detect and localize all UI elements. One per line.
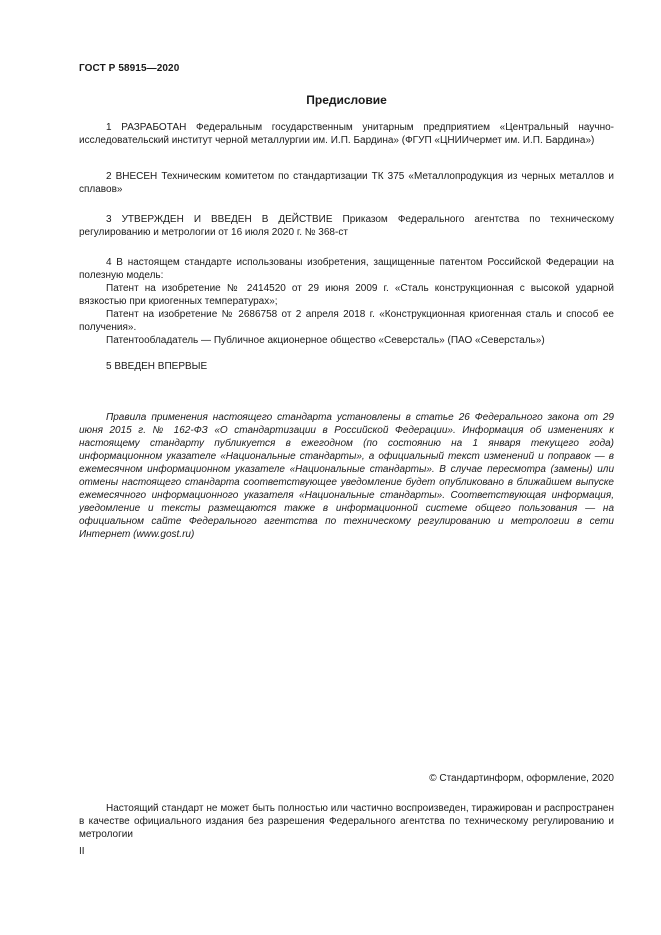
- patent-holder-text: Патентообладатель — Публичное акционерное общество «Северсталь» (ПАО «Северсталь»): [106, 335, 545, 346]
- item-introduced: [79, 170, 614, 196]
- item-developed: [79, 121, 614, 147]
- reproduction-text: Настоящий стандарт не может быть полностью или частично воспроизведен, тиражирован и распространен в качестве официального издания без разрешения Федерального агентства по техническому регулированию и метрологии: [79, 803, 614, 840]
- item-first-introduced: [79, 360, 614, 373]
- page-title: Предисловие: [306, 93, 387, 107]
- notice-text: Правила применения настоящего стандарта установлены в статье 26 Федерального закона от 29 июня 2015 г. № 162-ФЗ «О стандартизации в Российской Федерации». Информация об изменениях к настоящему стандарту публикуется в ежегодном (по состоянию на 1 января текущего года) информационном указателе «Национальные стандарты», а официальный текст изменений и поправок — в ежемесячном информационном указателе «Национальные стандарты». В случае пересмотра (замены) или отмены настоящего стандарта соответствующее уведомление будет опубликовано в ближайшем выпуске ежемесячного информационного указателя «Национальные стандарты». Соответствующая информация, уведомление и тексты размещаются также в информационной системе общего пользования — на официальном сайте Федерального агентства по техническому регулированию и метрологии в сети Интернет (www.gost.ru): [79, 412, 614, 540]
- patent-1-text: Патент на изобретение № 2414520 от 29 июня 2009 г. «Сталь конструкционная с высокой ударной вязкостью при криогенных температурах»;: [79, 283, 614, 307]
- reproduction-notice: [79, 802, 614, 841]
- item-3-text: 3 УТВЕРЖДЕН И ВВЕДЕН В ДЕЙСТВИЕ Приказом Федерального агентства по техническому регулированию и метрологии от 16 июля 2020 г. № 368-ст: [79, 214, 614, 238]
- item-1-text: 1 РАЗРАБОТАН Федеральным государственным унитарным предприятием «Центральный научно-исследовательский институт черной металлургии им. И.П. Бардина» (ФГУП «ЦНИИчермет им. И.П. Бардина»): [79, 122, 614, 146]
- item-4-text: 4 В настоящем стандарте использованы изобретения, защищенные патентом Российской Федерации на полезную модель:: [79, 257, 614, 281]
- item-approved: [79, 213, 614, 239]
- copyright-line: © Стандартинформ, оформление, 2020: [429, 773, 614, 784]
- page-number: II: [79, 846, 85, 857]
- application-rules-notice: [79, 411, 614, 541]
- standard-id-header: ГОСТ Р 58915—2020: [79, 63, 180, 74]
- item-patents: [79, 256, 614, 347]
- item-2-text: 2 ВНЕСЕН Техническим комитетом по стандартизации ТК 375 «Металлопродукция из черных металлов и сплавов»: [79, 171, 614, 195]
- item-5-text: 5 ВВЕДЕН ВПЕРВЫЕ: [106, 361, 208, 372]
- patent-2-text: Патент на изобретение № 2686758 от 2 апреля 2018 г. «Конструкционная криогенная сталь и способ ее получения».: [79, 309, 614, 333]
